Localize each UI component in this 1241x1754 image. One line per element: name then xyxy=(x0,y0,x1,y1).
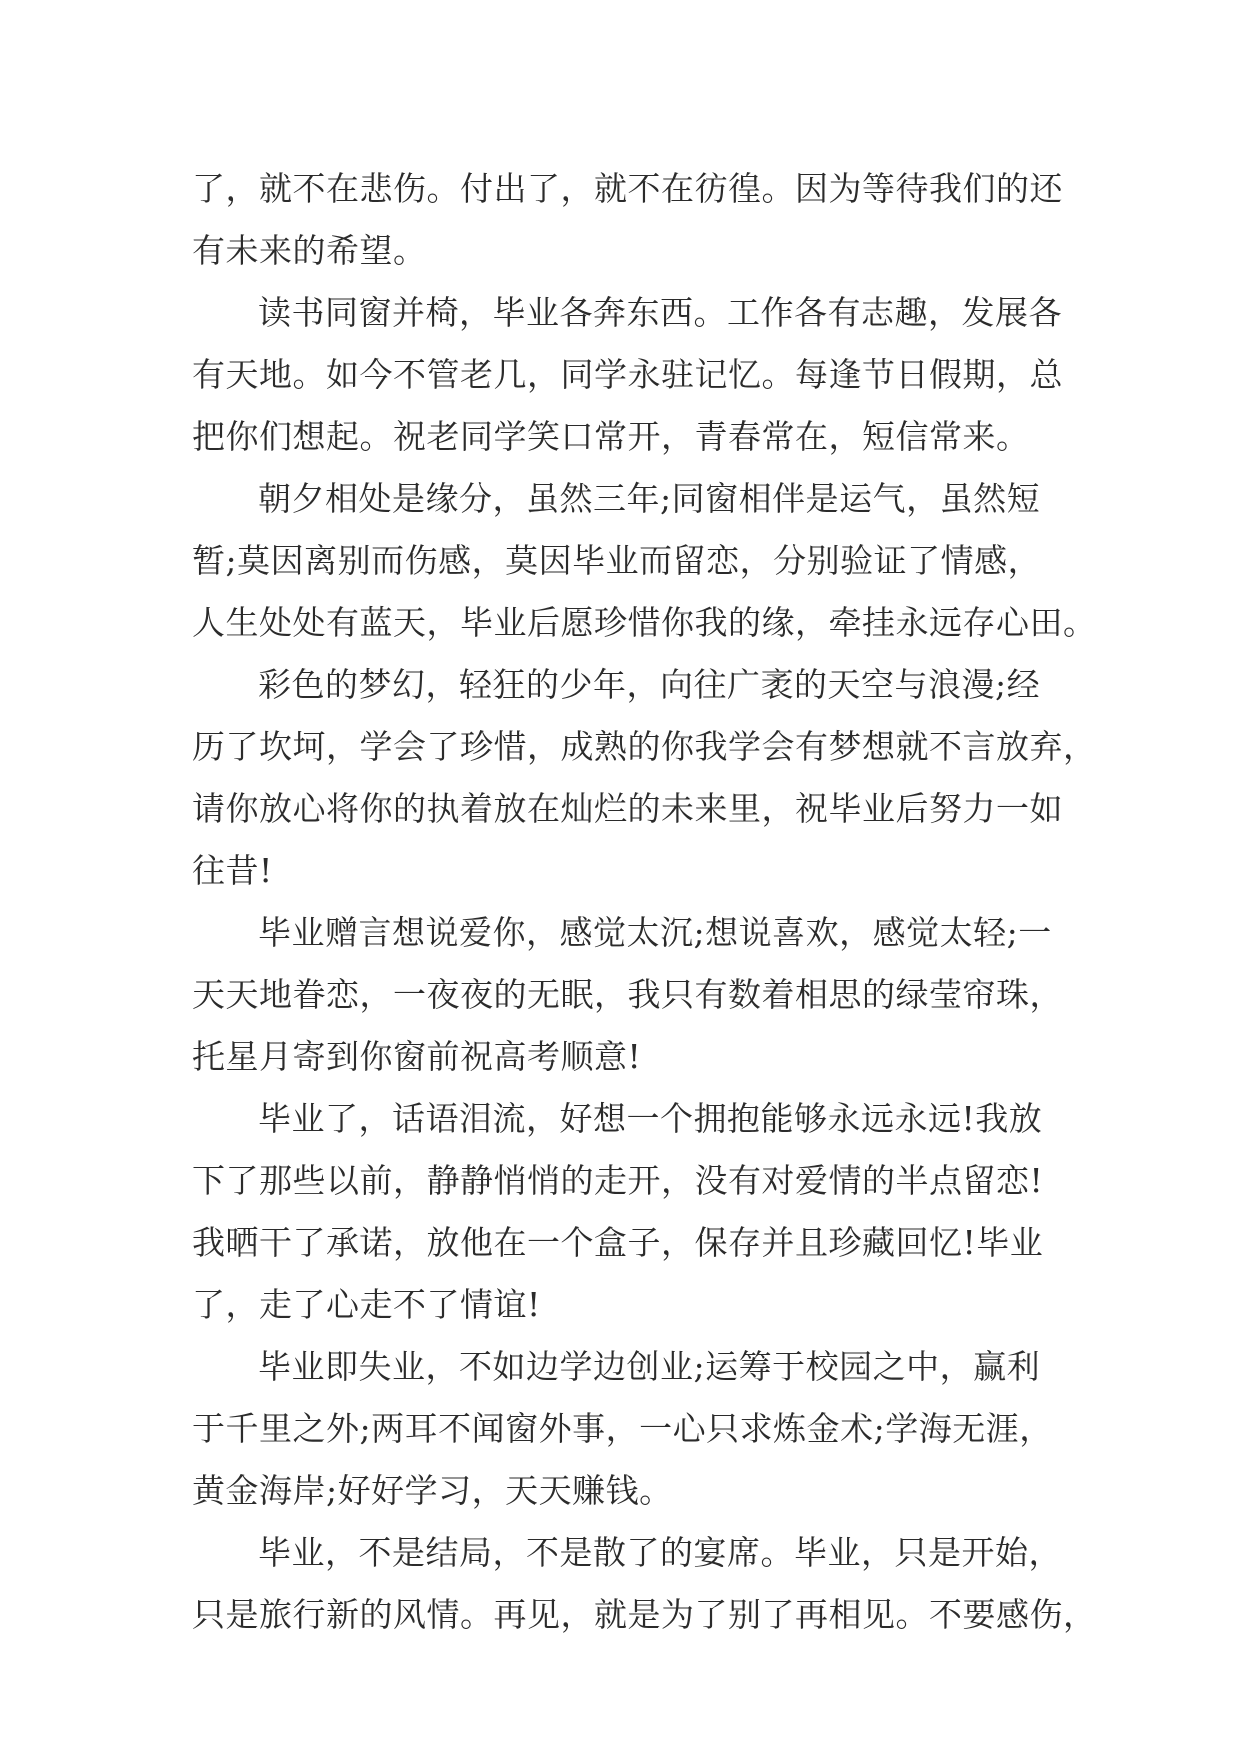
text-line: 只是旅行新的风情。再见，就是为了别了再相见。不要感伤， xyxy=(192,1595,1097,1634)
text-line: 我晒干了承诺，放他在一个盒子，保存并且珍藏回忆!毕业 xyxy=(192,1223,1044,1262)
text-line: 暂;莫因离别而伤感，莫因毕业而留恋，分别验证了情感， xyxy=(192,541,1042,580)
text-line: 有未来的希望。 xyxy=(192,231,427,270)
paragraph-first-line: 毕业赠言想说爱你，感觉太沉;想说喜欢，感觉太轻;一 xyxy=(258,913,1052,952)
paragraph-first-line: 毕业即失业，不如边学边创业;运筹于校园之中，赢利 xyxy=(258,1347,1041,1386)
text-line: 于千里之外;两耳不闻窗外事，一心只求炼金术;学海无涯， xyxy=(192,1409,1053,1448)
paragraph-first-line: 朝夕相处是缘分，虽然三年;同窗相伴是运气，虽然短 xyxy=(258,479,1041,518)
paragraph-first-line: 毕业了，话语泪流，好想一个拥抱能够永远永远!我放 xyxy=(258,1099,1043,1138)
text-line: 天天地眷恋，一夜夜的无眠，我只有数着相思的绿莹帘珠， xyxy=(192,975,1063,1014)
text-line: 把你们想起。祝老同学笑口常开，青春常在，短信常来。 xyxy=(192,417,1030,456)
paragraph-first-line: 彩色的梦幻，轻狂的少年，向往广袤的天空与浪漫;经 xyxy=(258,665,1041,704)
text-line: 历了坎坷，学会了珍惜，成熟的你我学会有梦想就不言放弃， xyxy=(192,727,1097,766)
text-line: 黄金海岸;好好学习，天天赚钱。 xyxy=(192,1471,673,1510)
paragraph-first-line: 毕业，不是结局，不是散了的宴席。毕业，只是开始， xyxy=(258,1533,1062,1572)
text-line: 有天地。如今不管老几，同学永驻记忆。每逢节日假期，总 xyxy=(192,355,1063,394)
document-body xyxy=(192,158,1097,1646)
text-line: 往昔! xyxy=(192,851,273,890)
text-line: 托星月寄到你窗前祝高考顺意! xyxy=(192,1037,642,1076)
text-line: 请你放心将你的执着放在灿烂的未来里，祝毕业后努力一如 xyxy=(192,789,1063,828)
text-line: 下了那些以前，静静悄悄的走开，没有对爱情的半点留恋! xyxy=(192,1161,1044,1200)
paragraph-first-line: 读书同窗并椅，毕业各奔东西。工作各有志趣，发展各 xyxy=(258,293,1062,332)
text-line: 人生处处有蓝天，毕业后愿珍惜你我的缘，牵挂永远存心田。 xyxy=(192,603,1097,642)
text-line: 了，走了心走不了情谊! xyxy=(192,1285,541,1324)
text-line: 了，就不在悲伤。付出了，就不在彷徨。因为等待我们的还 xyxy=(192,169,1063,208)
